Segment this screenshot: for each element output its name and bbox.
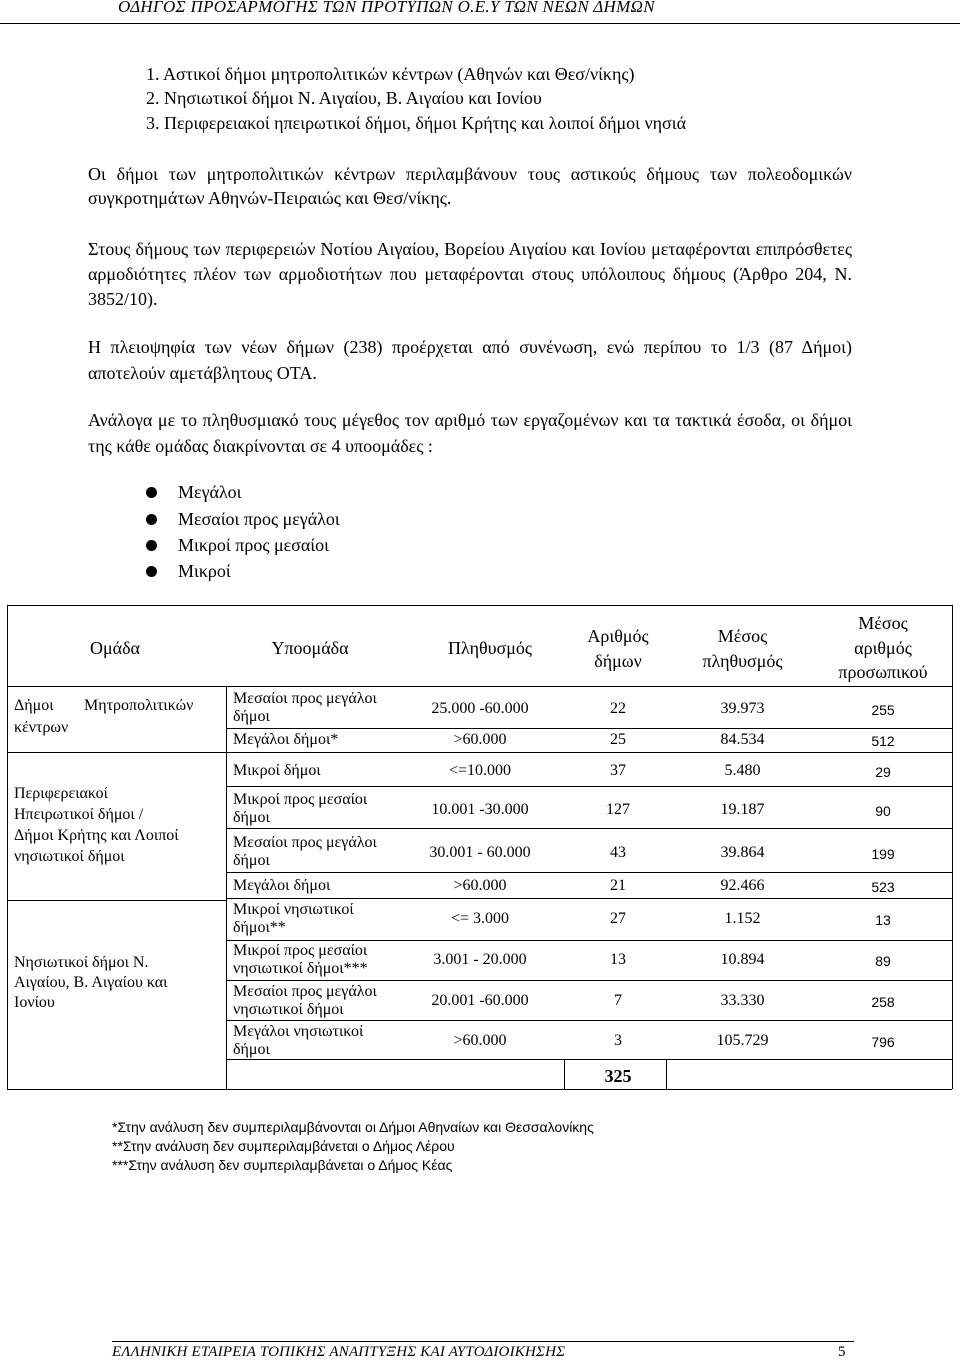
group-label: Περιφερειακοί (14, 785, 108, 802)
list-item: 2. Νησιωτικοί δήμοι Ν. Αιγαίου, Β. Αιγαίου και Ιονίου (146, 88, 542, 108)
table-row-subgroup: δήμοι (233, 1041, 270, 1058)
group-label: Ιονίου (14, 994, 55, 1011)
table-cell-avg: 5.480 (724, 762, 761, 779)
paragraph: Στους δήμους των περιφερειών Νοτίου Αιγαίου, Βορείου Αιγαίου και Ιονίου μεταφέρονται επιπρόσθετες αρμοδιότητες πλέον των αρμοδιοτήτων που μεταφέρονται στους υπόλοιπους δήμους (Άρθρο 204, Ν. 3852/10). (88, 239, 852, 309)
col-header-avg-staff: προσωπικού (838, 662, 928, 682)
col-header-subgroup: Υποομάδα (271, 638, 349, 658)
table-row-subgroup: Μεγάλοι νησιωτικοί (233, 1023, 364, 1040)
table-cell-avg: 39.973 (720, 700, 765, 717)
table-row-subgroup: Μεσαίοι προς μεγάλοι (233, 834, 377, 851)
table-cell-population: >60.000 (453, 1032, 507, 1049)
col-header-avg-pop: Μέσος (717, 626, 768, 646)
table-row-subgroup: Μικροί νησιωτικοί (233, 901, 354, 918)
footer-rule (112, 1341, 854, 1342)
table-row-subgroup: Μεσαίοι προς μεγάλοι (233, 690, 377, 707)
table-cell-count: 7 (614, 992, 622, 1009)
table-border (952, 605, 953, 1089)
table-cell-population: 20.001 -60.000 (431, 992, 529, 1009)
table-row-subgroup: νησιωτικοί δήμοι*** (233, 960, 368, 977)
footnote: *Στην ανάλυση δεν συμπεριλαμβάνονται οι Δήμοι Αθηναίων και Θεσσαλονίκης (112, 1119, 594, 1135)
table-cell-count: 25 (610, 731, 626, 748)
table-cell-avg: 84.534 (720, 731, 765, 748)
paragraph: Οι δήμοι των μητροπολιτικών κέντρων περιλαμβάνουν τους αστικούς δήμους των πολεοδομικών συγκροτημάτων Αθηνών-Πειραιώς και Θεσ/νίκης. (88, 164, 852, 208)
footnote: ***Στην ανάλυση δεν συμπεριλαμβάνεται ο Δήμος Κέας (112, 1157, 453, 1173)
bullet-dot (146, 487, 157, 498)
table-cell-population: 3.001 - 20.000 (433, 951, 527, 968)
table-cell-staff: 89 (875, 953, 891, 969)
table-cell-population: <= 3.000 (450, 910, 510, 927)
table-cell-population: >60.000 (453, 877, 507, 894)
bullet-item: Μικροί προς μεσαίοι (178, 535, 329, 555)
table-cell-population: 10.001 -30.000 (431, 801, 529, 818)
table-cell-staff: 13 (875, 912, 891, 928)
group-label: νησιωτικοί δήμοι (14, 848, 125, 865)
table-row-subgroup: δήμοι (233, 809, 270, 826)
table-row-subgroup: Μικροί δήμοι (233, 762, 321, 779)
table-cell-count: 27 (610, 910, 626, 927)
table-row-subgroup: Μικροί προς μεσαίοι (233, 942, 368, 959)
table-cell-count: 3 (614, 1032, 622, 1049)
bullet-dot (146, 514, 157, 525)
table-total: 325 (604, 1066, 632, 1086)
table-cell-avg: 33.330 (720, 992, 765, 1009)
page-header: ΟΔΗΓΟΣ ΠΡΟΣΑΡΜΟΓΗΣ ΤΩΝ ΠΡΟΤΥΠΩΝ Ο.Ε.Υ ΤΩΝ ΝΕΩΝ ΔΗΜΩΝ (118, 0, 655, 16)
table-row-subgroup: δήμοι (233, 852, 270, 869)
table-cell-count: 21 (610, 877, 626, 894)
table-rule (226, 728, 952, 729)
bullet-item: Μικροί (178, 561, 231, 581)
table-row-subgroup: Μεγάλοι δήμοι (233, 877, 331, 894)
table-cell-staff: 796 (871, 1034, 895, 1050)
list-item: 1. Αστικοί δήμοι μητροπολιτικών κέντρων (Αθηνών και Θεσ/νίκης) (146, 64, 635, 84)
table-row-subgroup: δήμοι** (233, 919, 286, 936)
table-rule (226, 686, 227, 1089)
bullet-item: Μεγάλοι (178, 482, 242, 502)
table-cell-count: 37 (610, 762, 626, 779)
table-cell-avg: 105.729 (716, 1032, 769, 1049)
table-cell-avg: 1.152 (724, 910, 761, 927)
table-cell-avg: 92.466 (720, 877, 765, 894)
header-rule (0, 23, 960, 24)
col-header-population: Πληθυσμός (448, 638, 532, 658)
col-header-count: δήμων (594, 651, 642, 671)
table-cell-avg: 19.187 (720, 801, 765, 818)
table-cell-staff: 199 (871, 846, 895, 862)
group-label: Δήμοι Κρήτης και Λοιποί (14, 827, 179, 844)
col-header-group: Ομάδα (90, 638, 140, 658)
table-cell-population: <=10.000 (448, 762, 512, 779)
paragraph: Η πλειοψηφία των νέων δήμων (238) προέρχεται από συνένωση, ενώ περίπου το 1/3 (87 Δήμοι) αποτελούν αμετάβλητους ΟΤΑ. (88, 337, 852, 383)
table-border (7, 1089, 952, 1090)
table-rule (564, 1059, 565, 1089)
table-cell-count: 22 (610, 700, 626, 717)
table-cell-avg: 10.894 (720, 951, 765, 968)
table-row-subgroup: Μεγάλοι δήμοι* (233, 731, 339, 748)
bullet-dot (146, 566, 157, 577)
table-rule (226, 786, 952, 787)
table-rule (226, 828, 952, 829)
group-label: Μητροπολιτικών (84, 697, 194, 714)
paragraph: Ανάλογα με το πληθυσμιακό τους μέγεθος τον αριθμό των εργαζομένων και τα τακτικά έσοδα, οι δήμοι της κάθε ομάδας διακρίνονται σε 4 υποομάδες : (88, 410, 852, 456)
table-row-subgroup: νησιωτικοί δήμοι (233, 1001, 344, 1018)
table-cell-count: 127 (606, 801, 630, 818)
table-border (7, 605, 952, 606)
table-rule (226, 980, 952, 981)
col-header-avg-staff: αριθμός (854, 638, 912, 658)
group-label: κέντρων (14, 719, 69, 736)
group-label: Ηπειρωτικοί δήμοι / (14, 806, 144, 823)
col-header-count: Αριθμός (587, 626, 649, 646)
table-row-subgroup: Μεσαίοι προς μεγάλοι (233, 983, 377, 1000)
table-border (7, 605, 8, 1089)
col-header-avg-pop: πληθυσμός (702, 651, 783, 671)
table-rule (7, 752, 952, 753)
table-cell-population: >60.000 (453, 731, 507, 748)
group-label: Νησιωτικοί δήμοι Ν. (14, 954, 149, 971)
table-rule (7, 686, 952, 687)
table-rule (226, 1059, 952, 1060)
table-rule (226, 898, 952, 899)
table-cell-staff: 90 (875, 803, 891, 819)
table-cell-avg: 39.864 (720, 844, 765, 861)
table-rule (7, 900, 227, 901)
table-cell-staff: 512 (871, 733, 895, 749)
footnote: **Στην ανάλυση δεν συμπεριλαμβάνεται ο Δήμος Λέρου (112, 1138, 455, 1154)
table-cell-staff: 258 (871, 994, 895, 1010)
col-header-avg-staff: Μέσος (858, 613, 908, 633)
table-cell-population: 25.000 -60.000 (431, 700, 529, 717)
page-number: 5 (838, 1344, 846, 1360)
list-item: 3. Περιφερειακοί ηπειρωτικοί δήμοι, δήμοι Κρήτης και λοιποί δήμοι νησιά (146, 113, 687, 133)
table-row-subgroup: δήμοι (233, 708, 270, 725)
table-row-subgroup: Μικροί προς μεσαίοι (233, 791, 368, 808)
table-cell-population: 30.001 - 60.000 (429, 844, 531, 861)
table-cell-staff: 255 (871, 702, 895, 718)
table-cell-staff: 523 (871, 879, 895, 895)
bullet-dot (146, 540, 157, 551)
bullet-item: Μεσαίοι προς μεγάλοι (178, 509, 340, 529)
table-rule (226, 1020, 952, 1021)
footer-org: ΕΛΛΗΝΙΚΗ ΕΤΑΙΡΕΙΑ ΤΟΠΙΚΗΣ ΑΝΑΠΤΥΞΗΣ ΚΑΙ ΑΥΤΟΔΙΟΙΚΗΣΗΣ (112, 1344, 566, 1360)
group-label: Δήμοι (14, 697, 54, 714)
table-cell-count: 13 (610, 951, 626, 968)
table-cell-staff: 29 (875, 764, 891, 780)
group-label: Αιγαίου, Β. Αιγαίου και (14, 974, 168, 991)
table-rule (226, 872, 952, 873)
table-cell-count: 43 (610, 844, 626, 861)
